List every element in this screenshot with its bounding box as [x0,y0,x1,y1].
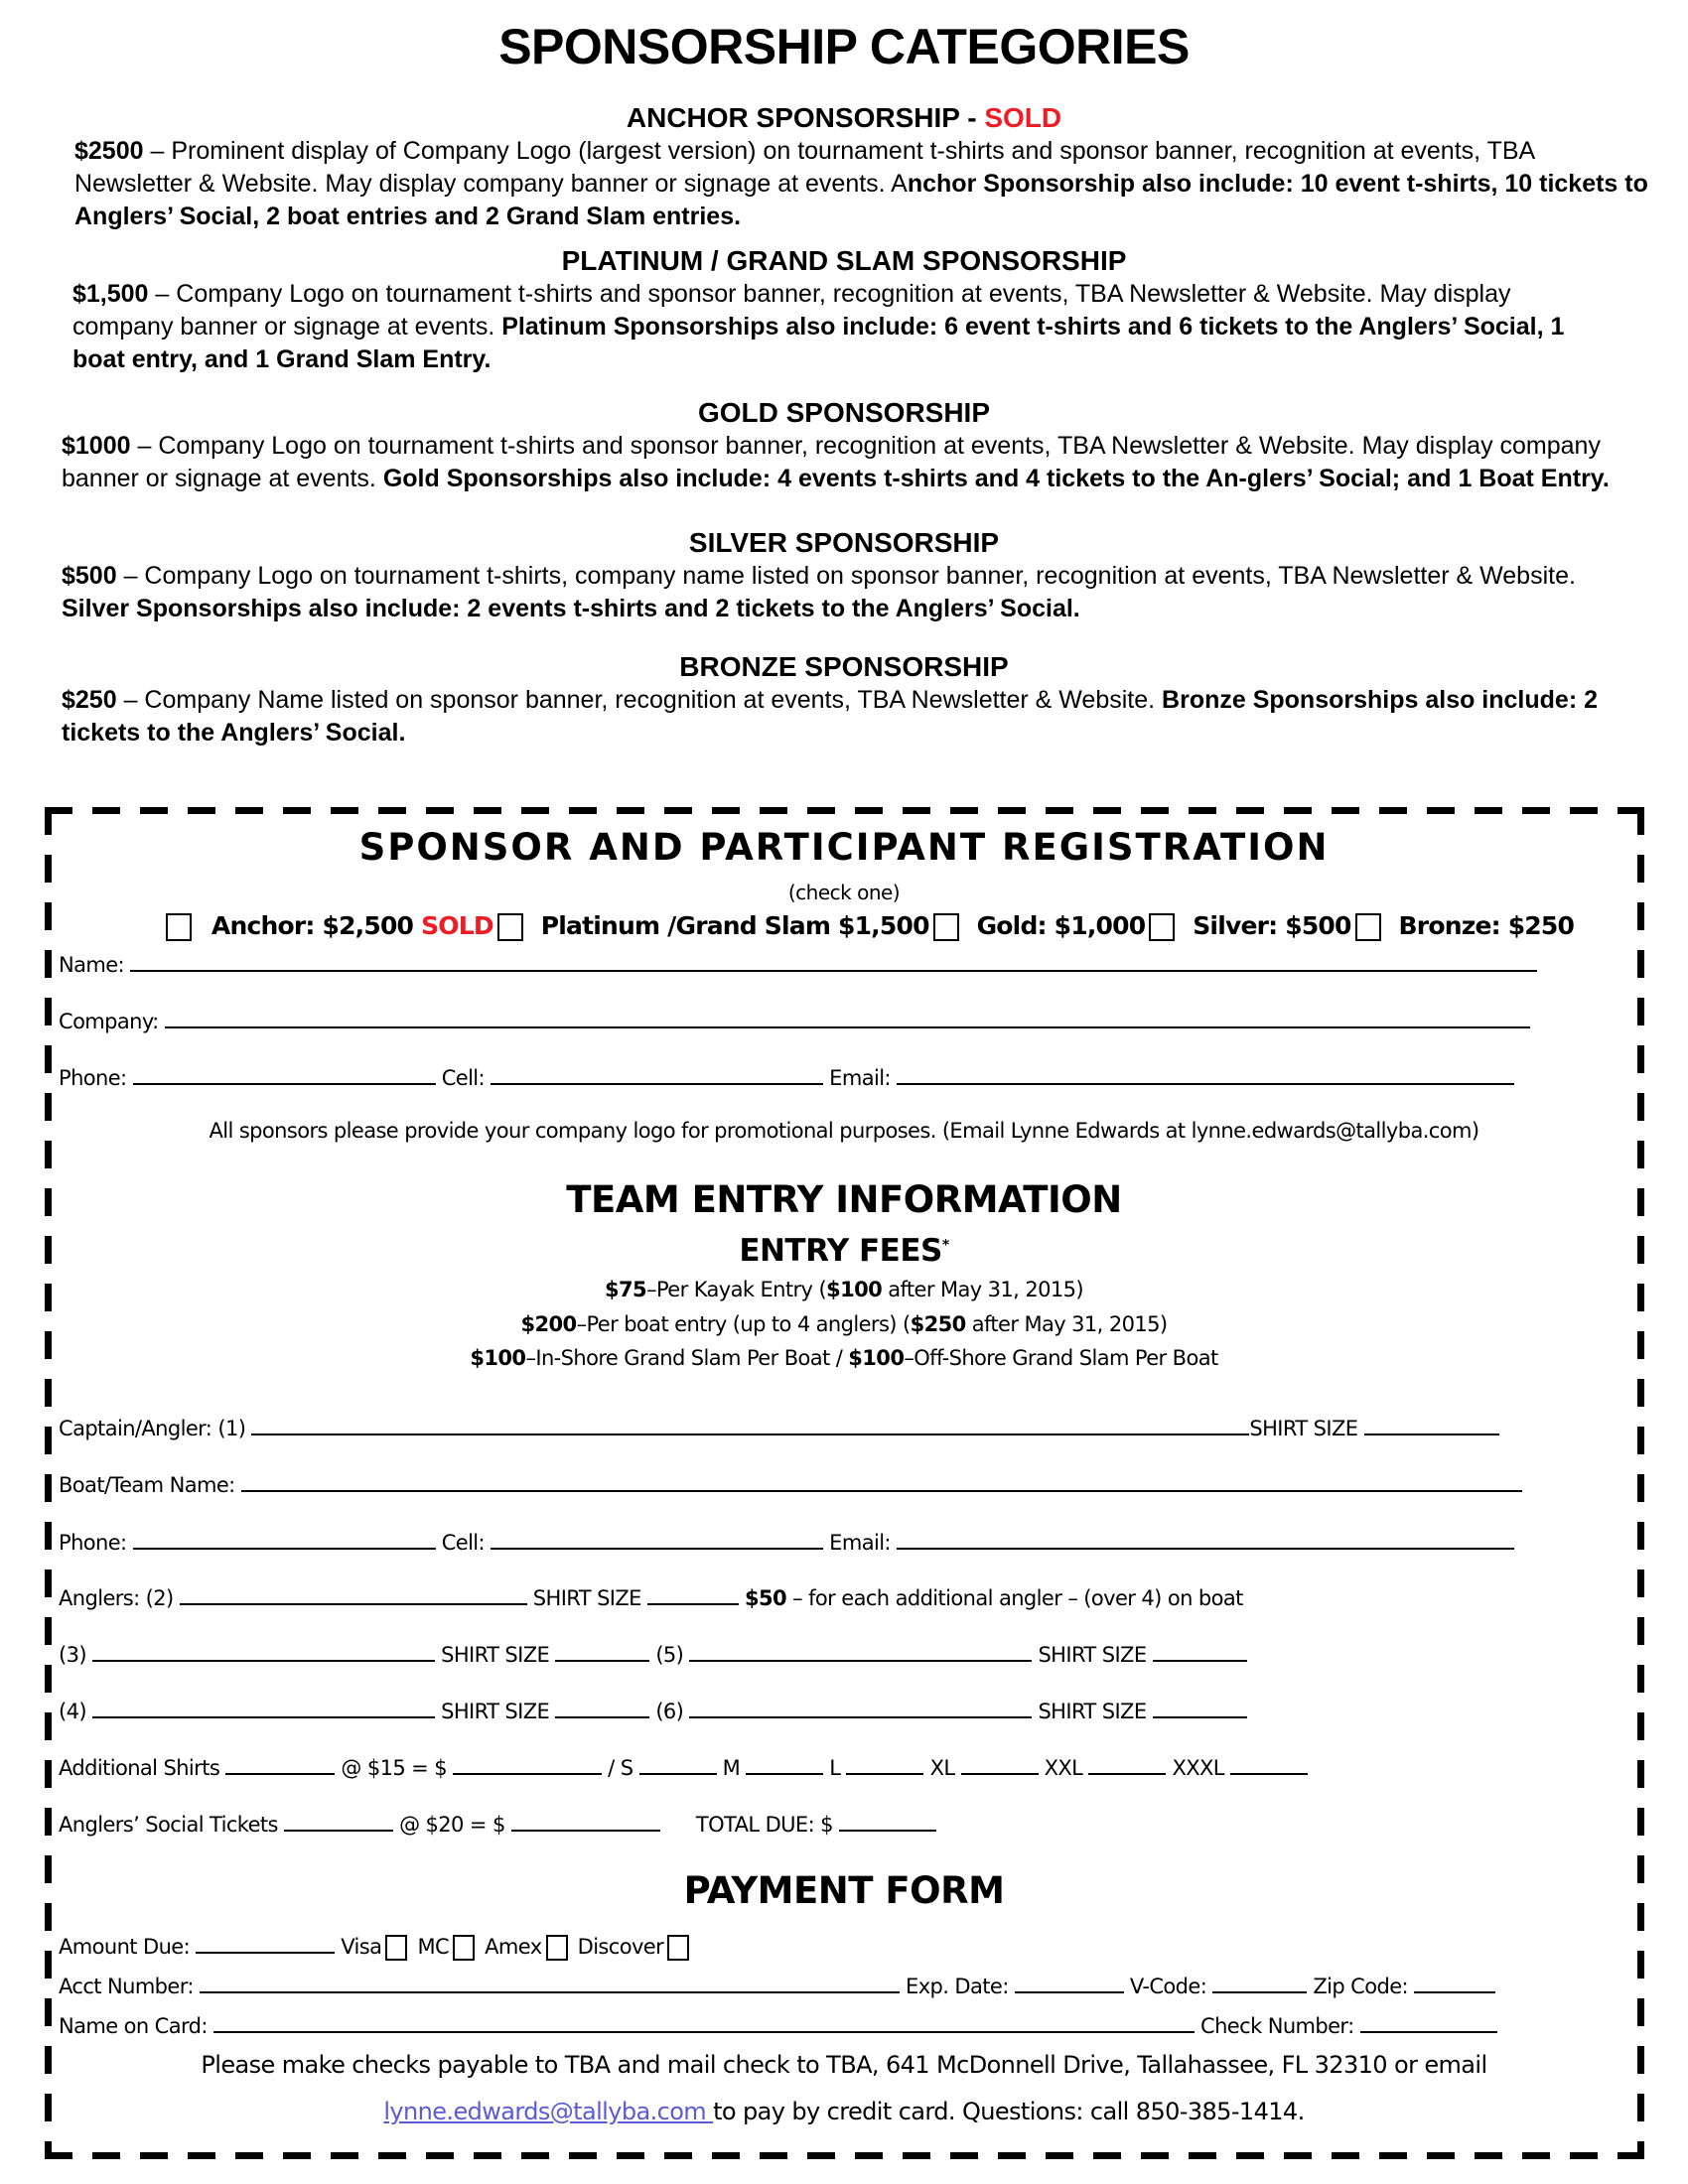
name-input[interactable] [130,948,1537,972]
sold-badge: SOLD [984,102,1062,133]
sponsorship-options [162,911,1574,941]
platinum-desc-text: – Company Logo on tournament t-shirts and sponsor banner, recognition at events, TBA Newsletter & Website. May display company banner or signage at events. [72,280,1511,341]
ticket-price-label: @ $20 = $ [399,1813,505,1837]
captain-input[interactable] [251,1412,1249,1435]
gold-checkbox[interactable] [933,913,959,941]
platinum-price: $1,500 [72,280,149,308]
entry-fees-text: ENTRY FEES [739,1233,942,1269]
name-on-card-label: Name on Card: [59,2014,208,2038]
discover-checkbox[interactable] [667,1935,689,1961]
angler-5-input[interactable] [689,1638,1032,1662]
silver-option-label: Silver: $500 [1193,911,1351,940]
angler-4-6-row [59,1695,1247,1723]
size-xxl-label: XXL [1044,1756,1083,1780]
platinum-includes: Platinum Sponsorships also include: 6 event t-shirts and 6 tickets to the Anglers’ Social, 1 boat entry, and 1 Grand Slam Entry. [72,313,1565,373]
discover-label: Discover [577,1935,664,1959]
size-xxxl-label: XXXL [1172,1756,1224,1780]
shirt-size-label: SHIRT SIZE [532,1586,641,1610]
angler-3-input[interactable] [92,1638,435,1662]
captain-shirt-size-input[interactable] [1364,1412,1499,1435]
amount-due-input[interactable] [196,1930,335,1954]
anchor-option-label: Anchor: $2,500 [211,911,422,940]
anchor-sold-label: SOLD [421,911,493,940]
silver-desc-text: – Company Logo on tournament t-shirts, company name listed on sponsor banner, recognition at events, TBA Newsletter & Website. [116,562,1576,590]
angler-5-shirt-size-input[interactable] [1153,1638,1247,1662]
amex-checkbox[interactable] [546,1935,568,1961]
angler-6-shirt-size-input[interactable] [1153,1695,1247,1718]
fee-late-price: $100 [826,1278,883,1301]
bronze-desc-text: – Company Name listed on sponsor banner, recognition at events, TBA Newsletter & Website. [116,686,1163,714]
platinum-heading: PLATINUM / GRAND SLAM SPONSORSHIP [561,245,1127,276]
anchor-heading-text: ANCHOR SPONSORSHIP - [626,102,985,133]
ticket-total-input[interactable] [511,1808,660,1832]
fee-grand-slam [0,1346,1688,1370]
shirt-size-label: SHIRT SIZE [441,1700,550,1723]
size-m-label: M [722,1756,741,1780]
fee-kayak [0,1278,1688,1301]
angler-6-input[interactable] [689,1695,1032,1718]
payment-form-heading: PAYMENT FORM [683,1869,1005,1912]
shirt-size-label: SHIRT SIZE [441,1643,550,1667]
angler-6-label: (6) [655,1700,684,1723]
silver-description [62,560,1635,625]
email-label: Email: [829,1066,891,1090]
shirt-size-label: SHIRT SIZE [1249,1417,1358,1440]
check-number-input[interactable] [1360,2009,1497,2033]
v-code-label: V-Code: [1129,1975,1207,1998]
bronze-heading: BRONZE SPONSORSHIP [679,651,1009,682]
boat-team-label: Boat/Team Name: [59,1473,235,1497]
additional-shirts-qty-input[interactable] [225,1751,335,1775]
phone-label: Phone: [59,1066,127,1090]
silver-heading: SILVER SPONSORSHIP [688,527,1000,558]
payment-instructions-line1: Please make checks payable to TBA and mail check to TBA, 641 McDonnell Drive, Tallahassee, FL 32310 or email [201,2051,1487,2079]
boat-team-row [59,1468,1522,1497]
anchor-heading [0,102,1688,134]
amount-due-row [59,1930,693,1961]
sponsor-company-row [59,1005,1530,1033]
platinum-description [72,278,1607,376]
captain-row [59,1412,1499,1440]
team-cell-input[interactable] [491,1526,823,1550]
angler-2-shirt-size-input[interactable] [647,1581,739,1605]
additional-shirts-label: Additional Shirts [59,1756,220,1780]
boat-team-input[interactable] [241,1468,1522,1492]
acct-number-row [59,1970,1495,1998]
platinum-option-label: Platinum /Grand Slam $1,500 [540,911,929,940]
size-m-input[interactable] [746,1751,823,1775]
v-code-input[interactable] [1212,1970,1307,1993]
size-s-input[interactable] [639,1751,717,1775]
angler-2-row [59,1581,1243,1610]
size-xxxl-input[interactable] [1230,1751,1308,1775]
cell-input[interactable] [491,1061,823,1085]
angler-2-label: Anglers: (2) [59,1586,174,1610]
angler-4-shirt-size-input[interactable] [555,1695,649,1718]
anchor-description [74,135,1648,233]
check-one-instruction: (check one) [787,881,901,904]
fee-price: $100 [470,1346,526,1370]
phone-input[interactable] [133,1061,436,1085]
extra-angler-price: $50 [745,1586,787,1610]
team-email-input[interactable] [897,1526,1514,1550]
size-xxl-input[interactable] [1088,1751,1166,1775]
visa-checkbox[interactable] [385,1935,407,1961]
check-number-label: Check Number: [1200,2014,1354,2038]
company-input[interactable] [165,1005,1530,1028]
anchor-desc-text: – Prominent display of Company Logo (largest version) on tournament t-shirts and sponsor banner, recognition at events, TBA Newsletter & Website. May display company banner or signage at events. A [74,137,1534,198]
entry-fees-heading [0,1233,1688,1269]
shirt-total-input[interactable] [453,1751,602,1775]
fee-price: $200 [520,1312,577,1336]
email-input[interactable] [897,1061,1514,1085]
name-label: Name: [59,953,125,977]
name-on-card-input[interactable] [213,2009,1195,2033]
registration-heading: SPONSOR AND PARTICIPANT REGISTRATION [358,826,1330,869]
gold-heading: GOLD SPONSORSHIP [697,397,991,428]
cell-label: Cell: [441,1066,486,1090]
silver-checkbox[interactable] [1149,913,1175,941]
anchor-price: $2500 [74,137,144,165]
mc-label: MC [417,1935,450,1959]
fee-late-text: after May 31, 2015) [965,1312,1168,1336]
amex-label: Amex [485,1935,542,1959]
fee-price: $75 [605,1278,647,1301]
platinum-checkbox[interactable] [497,913,523,941]
anchor-checkbox[interactable] [166,913,192,941]
logo-note: All sponsors please provide your company logo for promotional purposes. (Email Lynne Edwards at lynne.edwards@tallyba.com) [209,1119,1479,1143]
zip-code-label: Zip Code: [1313,1975,1409,1998]
team-entry-heading: TEAM ENTRY INFORMATION [566,1178,1122,1221]
gold-desc-text: – Company Logo on tournament t-shirts and sponsor banner, recognition at events, TBA Newsletter & Website. May display company banner or signage at events. [62,432,1601,492]
payment-instructions-text: to pay by credit card. Questions: call 850-385-1414. [713,2098,1305,2125]
social-tickets-label: Anglers’ Social Tickets [59,1813,278,1837]
angler-5-label: (5) [655,1643,684,1667]
bronze-price: $250 [62,686,117,714]
fee-late-text: –Off-Shore Grand Slam Per Boat [904,1346,1218,1370]
angler-3-5-row [59,1638,1247,1667]
exp-date-label: Exp. Date: [906,1975,1009,1998]
name-on-card-row [59,2009,1497,2038]
dashed-border-right [1637,807,1644,2159]
dashed-border-bottom [45,2152,1644,2159]
fee-text: –In-Shore Grand Slam Per Boat / [525,1346,849,1370]
gold-includes: Gold Sponsorships also include: 4 events t-shirts and 4 tickets to the An-glers’ Social; and 1 Boat Entry. [382,465,1610,492]
sponsor-name-row [59,948,1537,977]
fee-late-price: $100 [848,1346,905,1370]
gold-option-label: Gold: $1,000 [976,911,1146,940]
fee-late-text: after May 31, 2015) [882,1278,1083,1301]
total-due-input[interactable] [839,1808,936,1832]
additional-shirts-row [59,1751,1308,1780]
team-contact-row [59,1526,1514,1555]
company-label: Company: [59,1010,159,1033]
silver-price: $500 [62,562,117,590]
sponsor-contact-row [59,1061,1514,1090]
asterisk: * [941,1237,949,1254]
bronze-description [62,684,1611,750]
page-title: SPONSORSHIP CATEGORIES [498,19,1190,74]
angler-4-label: (4) [59,1700,86,1723]
team-phone-label: Phone: [59,1531,127,1555]
team-email-label: Email: [829,1531,891,1555]
silver-includes: Silver Sponsorships also include: 2 events t-shirts and 2 tickets to the Anglers’ Social. [62,595,1080,622]
gold-description [62,430,1611,495]
social-tickets-qty-input[interactable] [284,1808,393,1832]
gold-price: $1000 [62,432,131,460]
acct-number-label: Acct Number: [59,1975,194,1998]
dashed-border-top [45,807,1644,814]
angler-4-input[interactable] [92,1695,435,1718]
angler-3-shirt-size-input[interactable] [555,1638,649,1662]
angler-3-label: (3) [59,1643,86,1667]
total-due-label: TOTAL DUE: $ [695,1813,833,1837]
shirt-price-label: @ $15 = $ [341,1756,448,1780]
size-xl-input[interactable] [961,1751,1039,1775]
mc-checkbox[interactable] [453,1935,475,1961]
fee-late-price: $250 [910,1312,966,1336]
visa-label: Visa [341,1935,382,1959]
amount-due-label: Amount Due: [59,1935,191,1959]
extra-angler-text: – for each additional angler – (over 4) on boat [786,1586,1243,1610]
bronze-option-label: Bronze: $250 [1398,911,1575,940]
size-l-input[interactable] [846,1751,923,1775]
acct-number-input[interactable] [200,1970,900,1993]
exp-date-input[interactable] [1015,1970,1124,1993]
payment-instructions-line2 [0,2098,1688,2125]
team-cell-label: Cell: [441,1531,486,1555]
social-tickets-row [59,1808,936,1837]
fee-text: –Per Kayak Entry ( [646,1278,827,1301]
captain-label: Captain/Angler: (1) [59,1417,246,1440]
bronze-includes: Bronze Sponsorships also include: 2 tickets to the Anglers’ Social. [62,686,1598,747]
bronze-checkbox[interactable] [1355,913,1381,941]
size-s-label: / S [608,1756,633,1780]
size-xl-label: XL [929,1756,955,1780]
team-phone-input[interactable] [133,1526,436,1550]
fee-boat [0,1312,1688,1336]
angler-2-input[interactable] [180,1581,527,1605]
zip-code-input[interactable] [1414,1970,1495,1993]
dashed-border-left [45,807,52,2159]
fee-text: –Per boat entry (up to 4 anglers) ( [576,1312,911,1336]
email-link[interactable]: lynne.edwards@tallyba.com [383,2098,714,2125]
anchor-includes: nchor Sponsorship also include: 10 event t-shirts, 10 tickets to Anglers’ Social, 2 boat entries and 2 Grand Slam entries. [74,170,1648,230]
shirt-size-label: SHIRT SIZE [1038,1700,1147,1723]
size-l-label: L [829,1756,841,1780]
shirt-size-label: SHIRT SIZE [1038,1643,1147,1667]
